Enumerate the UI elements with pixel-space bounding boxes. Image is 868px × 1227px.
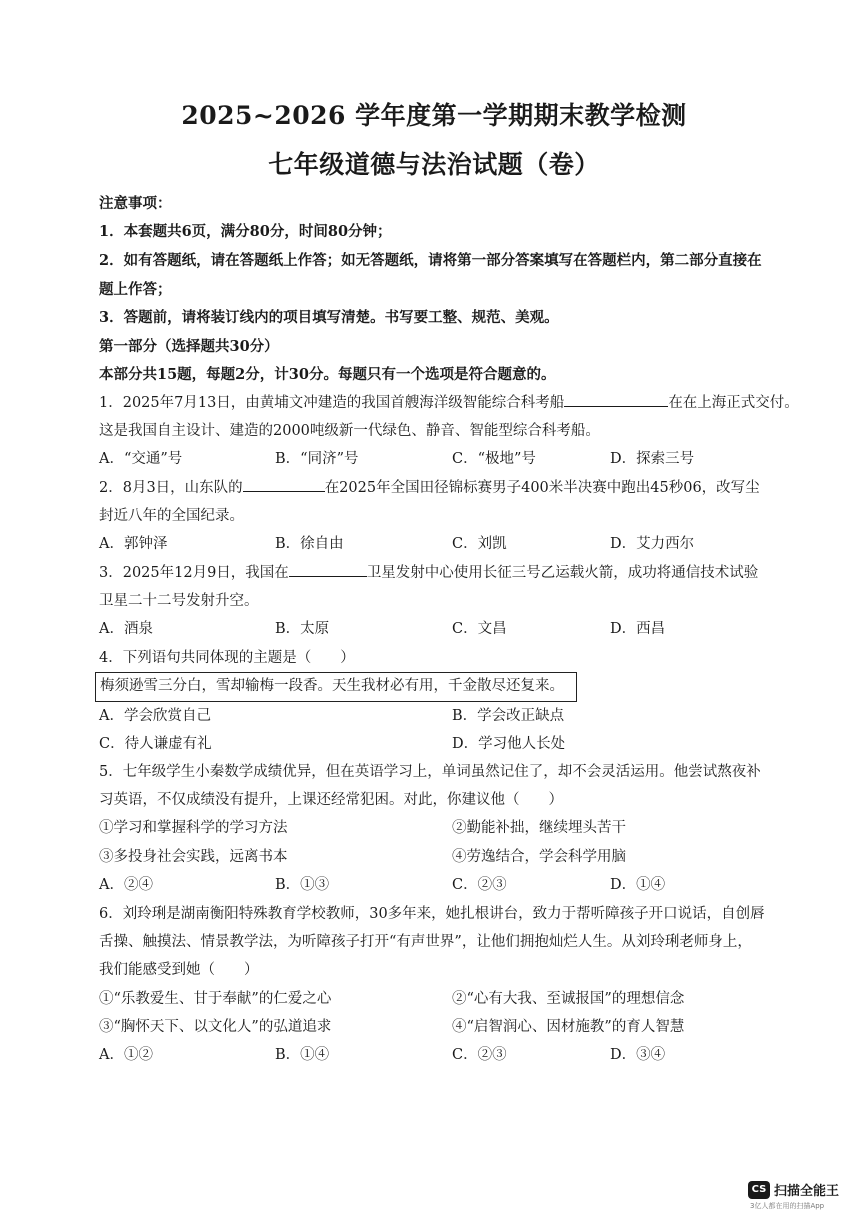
q5-option-c: C．②③ xyxy=(452,877,507,893)
q5-item-1: ①学习和掌握科学的学习方法 xyxy=(99,820,288,836)
q6-option-d: D．③④ xyxy=(610,1047,666,1063)
q5-option-d: D．①④ xyxy=(610,877,666,893)
q2-option-d: D．艾力西尔 xyxy=(610,536,695,552)
q5-item-2: ②勤能补拙，继续埋头苦干 xyxy=(452,820,626,836)
cs-icon: CS xyxy=(748,1181,770,1199)
q5-item-3: ③多投身社会实践，远离书本 xyxy=(99,849,288,865)
answer-blank xyxy=(564,392,668,407)
q4-option-c: C．待人谦虚有礼 xyxy=(99,736,212,752)
q1-option-a: A．“交通”号 xyxy=(99,451,183,467)
exam-title: 2025~2026 学年度第一学期期末教学检测 xyxy=(181,101,687,130)
camscanner-tagline: 3亿人都在用的扫描App xyxy=(750,1202,825,1210)
q1-option-c: C．“极地”号 xyxy=(452,451,536,467)
question-1-text-a: 1．2025年7月13日，由黄埔文冲建造的我国首艘海洋级智能综合科考船 xyxy=(99,395,565,411)
q6-item-1: ①“乐教爱生、甘于奉献”的仁爱之心 xyxy=(99,991,332,1007)
question-4-text: 4．下列语句共同体现的主题是（ ） xyxy=(99,650,355,666)
question-1-line1 xyxy=(99,391,799,412)
q6-option-b: B．①④ xyxy=(275,1047,330,1063)
question-3-text-b: 卫星发射中心使用长征三号乙运载火箭，成功将通信技术试验 xyxy=(366,565,759,581)
question-4-quote-box: 梅须逊雪三分白，雪却输梅一段香。天生我材必有用，千金散尽还复来。 xyxy=(95,672,577,702)
q4-option-d: D．学习他人长处 xyxy=(452,736,566,752)
question-2-line2: 封近八年的全国纪录。 xyxy=(99,508,244,524)
q1-option-b: B．“同济”号 xyxy=(275,451,359,467)
q6-option-a: A．①② xyxy=(99,1047,153,1063)
q5-option-b: B．①③ xyxy=(275,877,330,893)
q5-item-4: ④劳逸结合，学会科学用脑 xyxy=(452,849,626,865)
question-3-line2: 卫星二十二号发射升空。 xyxy=(99,593,259,609)
q5-option-a: A．②④ xyxy=(99,877,153,893)
q2-option-a: A．郭钟泽 xyxy=(99,536,168,552)
question-1-line2: 这是我国自主设计、建造的2000吨级新一代绿色、静音、智能型综合科考船。 xyxy=(99,423,600,439)
note-1: 1．本套题共6页，满分80分，时间80分钟； xyxy=(99,223,392,240)
q6-item-3: ③“胸怀天下、以文化人”的弘道追求 xyxy=(99,1019,332,1035)
answer-blank xyxy=(243,477,325,492)
question-2-text-b: 在2025年全国田径锦标赛男子400米半决赛中跑出45秒06，改写尘 xyxy=(324,480,760,496)
question-3-text-a: 3．2025年12月9日，我国在 xyxy=(99,565,289,581)
q2-option-b: B．徐自由 xyxy=(275,536,344,552)
question-2-text-a: 2．8月3日，山东队的 xyxy=(99,480,243,496)
note-2b: 题上作答； xyxy=(99,281,172,298)
q6-option-c: C．②③ xyxy=(452,1047,507,1063)
question-6-line1: 6．刘玲琍是湖南衡阳特殊教育学校教师，30多年来，她扎根讲台，致力于帮听障孩子开口说话，自创唇 xyxy=(99,906,765,922)
q3-option-a: A．酒泉 xyxy=(99,621,153,637)
part1-instruction: 本部分共15题，每题2分，计30分。每题只有一个选项是符合题意的。 xyxy=(99,366,556,383)
question-6-line2: 舌操、触摸法、情景教学法，为听障孩子打开“有声世界”，让他们拥抱灿烂人生。从刘玲琍老师身上， xyxy=(99,934,752,950)
q3-option-c: C．文昌 xyxy=(452,621,507,637)
q6-item-4: ④“启智润心、因材施教”的育人智慧 xyxy=(452,1019,685,1035)
camscanner-name: 扫描全能王 xyxy=(774,1184,840,1199)
q6-item-2: ②“心有大我、至诚报国”的理想信念 xyxy=(452,991,685,1007)
q3-option-b: B．太原 xyxy=(275,621,330,637)
question-3-line1 xyxy=(99,561,758,582)
q4-option-a: A．学会欣赏自己 xyxy=(99,708,211,724)
question-5-line1: 5．七年级学生小秦数学成绩优异，但在英语学习上，单词虽然记住了，却不会灵活运用。他尝试熬夜补 xyxy=(99,764,761,780)
question-2-line1 xyxy=(99,476,760,497)
q4-option-b: B．学会改正缺点 xyxy=(452,708,565,724)
exam-subtitle: 七年级道德与法治试题（卷） xyxy=(268,150,600,179)
q3-option-d: D．西昌 xyxy=(610,621,666,637)
part1-heading: 第一部分（选择题共30分） xyxy=(99,338,279,355)
answer-blank xyxy=(289,562,367,577)
note-3: 3．答题前，请将装订线内的项目填写清楚。书写要工整、规范、美观。 xyxy=(99,309,559,326)
q1-option-d: D．探索三号 xyxy=(610,451,695,467)
camscanner-logo xyxy=(748,1180,839,1199)
question-1-text-b: 在在上海正式交付。 xyxy=(668,395,799,411)
question-5-line2: 习英语，不仅成绩没有提升，上课还经常犯困。对此，你建议他（ ） xyxy=(99,792,563,808)
q2-option-c: C．刘凯 xyxy=(452,536,507,552)
note-2a: 2．如有答题纸，请在答题纸上作答；如无答题纸，请将第一部分答案填写在答题栏内，第二部分直接在 xyxy=(99,252,762,269)
question-6-line3: 我们能感受到她（ ） xyxy=(99,962,259,978)
notes-heading: 注意事项： xyxy=(99,195,172,212)
